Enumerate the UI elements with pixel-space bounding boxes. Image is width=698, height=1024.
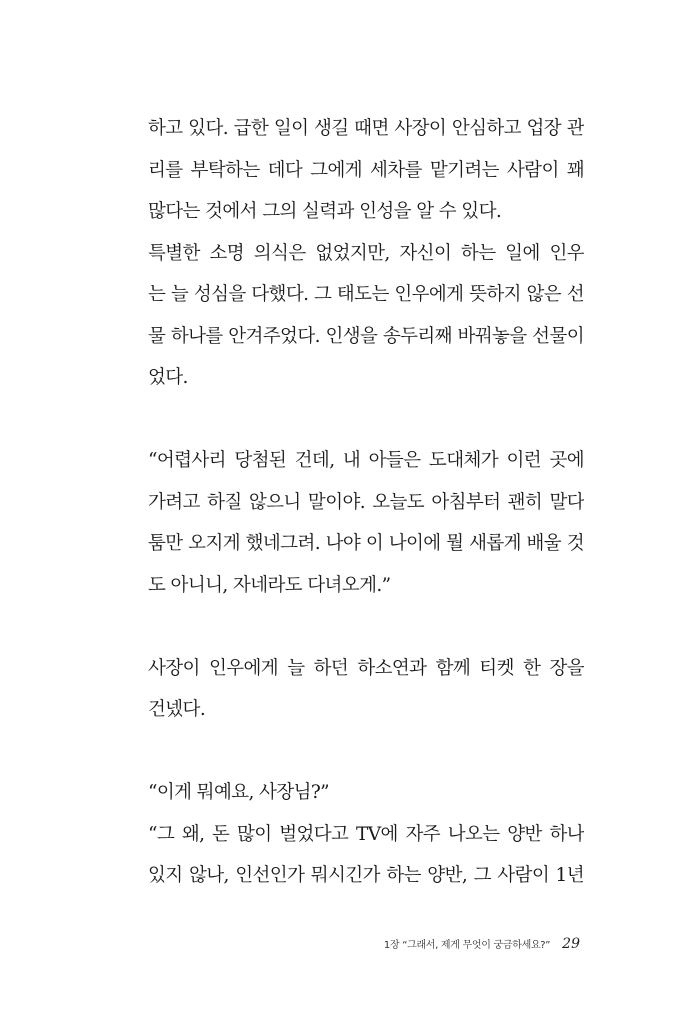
text-line: 도 아니니, 자네라도 다녀오게.” — [148, 574, 391, 596]
blank-line — [148, 399, 584, 441]
text-line: 건넸다. — [148, 699, 206, 720]
text-line: 었다. — [148, 367, 188, 388]
blank-line — [148, 606, 584, 648]
text-line: 사장이 인우에게 늘 하던 하소연과 함께 티켓 한 장을 — [148, 657, 584, 679]
text-line: 많다는 것에서 그의 실력과 인성을 알 수 있다. — [148, 201, 502, 222]
text-line: 가려고 하질 않으니 말이야. 오늘도 아침부터 괜히 말다 — [148, 491, 584, 513]
text-line: 특별한 소명 의식은 없었지만, 자신이 하는 일에 인우 — [148, 242, 584, 264]
text-line: 하고 있다. 급한 일이 생길 때면 사장이 안심하고 업장 관 — [148, 118, 584, 139]
text-line: 있지 않나, 인선인가 뭐시긴가 하는 양반, 그 사람이 1년 — [148, 865, 584, 886]
text-line: 는 늘 성심을 다했다. 그 태도는 인우에게 뜻하지 않은 선 — [148, 284, 584, 305]
page-footer — [384, 936, 580, 952]
text-line: “어렵사리 당첨된 건데, 내 아들은 도대체가 이런 곳에 — [148, 450, 584, 471]
text-line: 물 하나를 안겨주었다. 인생을 송두리째 바꿔놓을 선물이 — [148, 325, 584, 347]
text-line: “그 왜, 돈 많이 벌었다고 TV에 자주 나오는 양반 하나 — [148, 823, 584, 845]
body-text — [148, 108, 584, 897]
text-line: 리를 부탁하는 데다 그에게 세차를 맡기려는 사람이 꽤 — [148, 159, 584, 181]
text-line: “이게 뭐예요, 사장님?” — [148, 782, 330, 803]
text-line: 툼만 오지게 했네그려. 나야 이 나이에 뭘 새롭게 배울 것 — [148, 533, 584, 554]
page-number: 29 — [562, 936, 580, 952]
blank-line — [148, 731, 584, 773]
chapter-title: 1장 “그래서, 제게 무엇이 궁금하세요?” — [383, 940, 551, 951]
